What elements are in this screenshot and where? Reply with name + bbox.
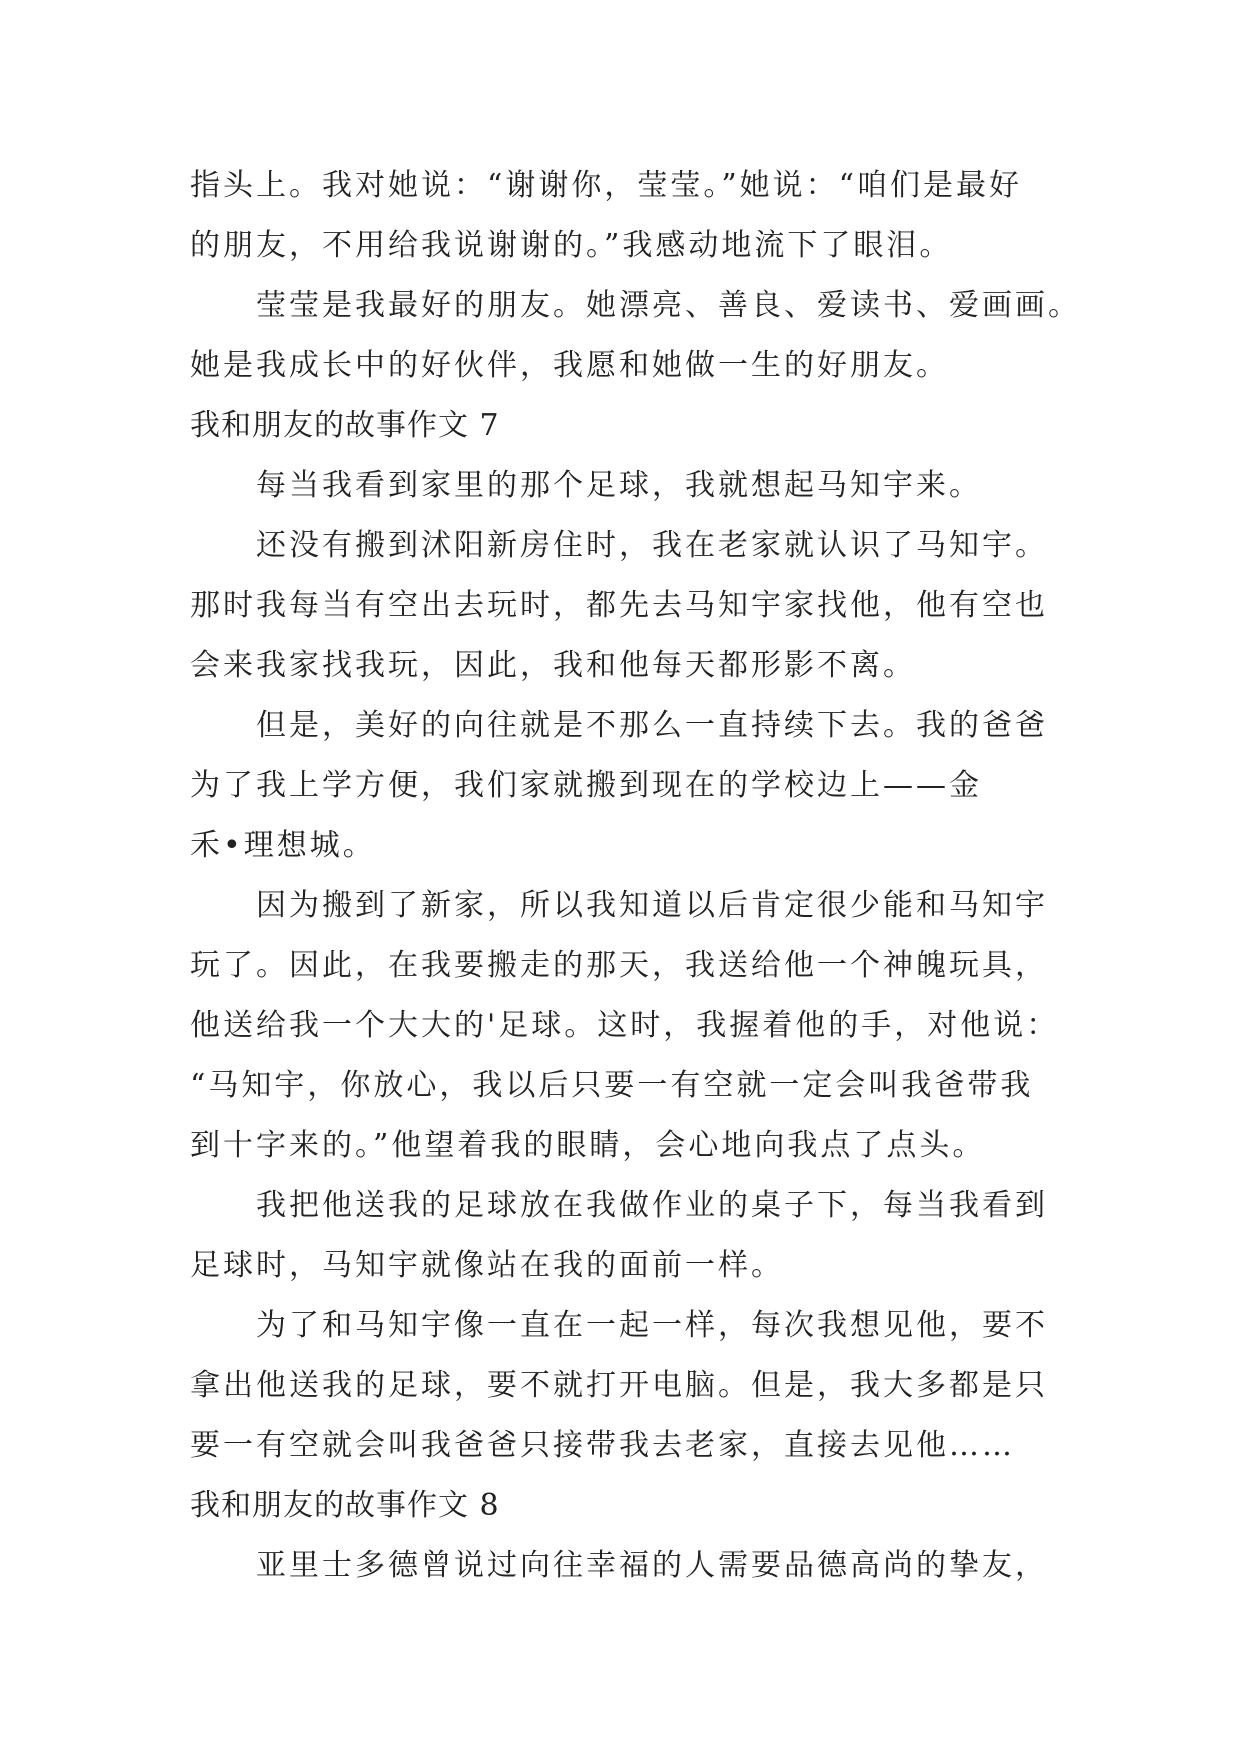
paragraph-start-line: 因为搬到了新家，所以我知道以后肯定很少能和马知宇 [256, 888, 1048, 923]
text-line: 为了我上学方便，我们家就搬到现在的学校边上——金 [190, 768, 982, 803]
paragraph-start-line: 亚里士多德曾说过向往幸福的人需要品德高尚的挚友， [256, 1548, 1048, 1583]
text-line: 到十字来的。”他望着我的眼睛，会心地向我点了点头。 [190, 1128, 986, 1163]
text-line: 的朋友，不用给我说谢谢的。”我感动地流下了眼泪。 [190, 228, 953, 263]
text-line: 那时我每当有空出去玩时，都先去马知宇家找他，他有空也 [190, 588, 1048, 623]
text-line: 指头上。我对她说：“谢谢你，莹莹。”她说：“咱们是最好 [190, 168, 1023, 203]
section-heading: 我和朋友的故事作文 7 [190, 408, 500, 443]
paragraph-start-line: 但是，美好的向往就是不那么一直持续下去。我的爸爸 [256, 708, 1048, 743]
text-line: 他送给我一个大大的'足球。这时，我握着他的手，对他说： [190, 1008, 1060, 1043]
paragraph-start-line: 莹莹是我最好的朋友。她漂亮、善良、爱读书、爱画画。 [256, 288, 1081, 323]
paragraph-start-line: 为了和马知宇像一直在一起一样，每次我想见他，要不 [256, 1308, 1048, 1343]
text-line: 会来我家找我玩，因此，我和他每天都形影不离。 [190, 648, 916, 683]
text-line: 玩了。因此，在我要搬走的那天，我送给他一个神魄玩具， [190, 948, 1048, 983]
section-heading: 我和朋友的故事作文 8 [190, 1488, 500, 1523]
text-line: “马知宇，你放心，我以后只要一有空就一定会叫我爸带我 [190, 1068, 1034, 1103]
paragraph-start-line: 每当我看到家里的那个足球，我就想起马知宇来。 [256, 468, 982, 503]
paragraph-start-line: 还没有搬到沭阳新房住时，我在老家就认识了马知宇。 [256, 528, 1048, 563]
paragraph-start-line: 我把他送我的足球放在我做作业的桌子下，每当我看到 [256, 1188, 1048, 1223]
text-line: 她是我成长中的好伙伴，我愿和她做一生的好朋友。 [190, 348, 949, 383]
text-line: 要一有空就会叫我爸爸只接带我去老家，直接去见他…… [190, 1428, 1015, 1463]
text-line: 禾•理想城。 [190, 828, 376, 863]
text-line: 足球时，马知宇就像站在我的面前一样。 [190, 1248, 784, 1283]
text-line: 拿出他送我的足球，要不就打开电脑。但是，我大多都是只 [190, 1368, 1048, 1403]
